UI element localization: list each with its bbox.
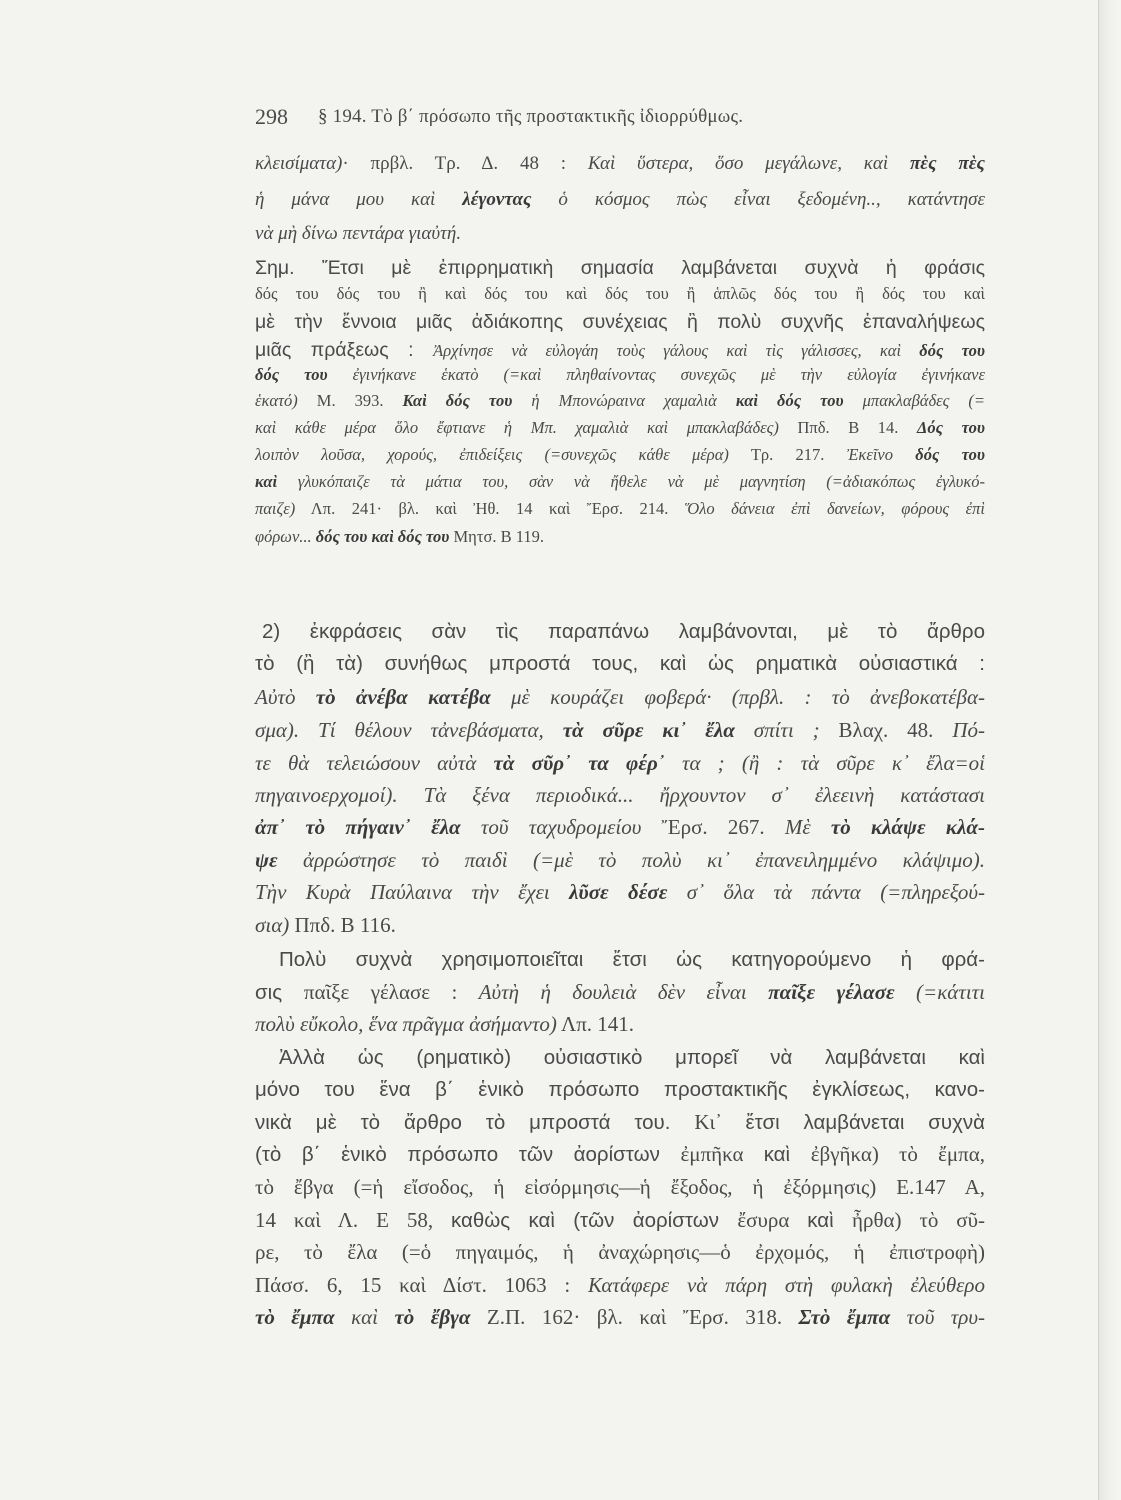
text-line	[255, 1274, 985, 1297]
text-run: Ππδ. Β 116.	[289, 913, 396, 937]
italic-text: τε θὰ τελειώσουν αὐτὰ	[255, 751, 494, 775]
text-run: μόνο του ἕνα β΄ ἑνικὸ πρόσωπο προστακτικῆς ἐγκλίσεως, κανο-	[255, 1078, 985, 1101]
text-run: καὶ	[763, 1143, 811, 1166]
text-line	[279, 948, 985, 972]
page-gutter-shadow	[1098, 0, 1121, 1500]
bold-text: ψε	[255, 848, 278, 872]
text-line	[255, 981, 985, 1005]
bold-text: τὸ ἔμπα	[255, 1305, 335, 1329]
text-line	[255, 849, 985, 872]
italic-text: καὶ κάθε μέρα ὅλο ἔφτιανε ἡ Μπ. χαμαλιὰ καὶ μπακλαβάδες)	[255, 418, 779, 437]
italic-text: ἑκατό)	[255, 391, 298, 410]
text-run: δός του δός του ἢ καὶ δός του καὶ δός του ἢ ἁπλῶς δός του ἢ δός του καὶ	[255, 284, 985, 303]
italic-text: Κατάφερε νὰ πάρη στὴ φυλακὴ ἐλεύθερο	[588, 1273, 985, 1297]
italic-text: ἀρρώστησε τὸ παιδὶ (=μὲ τὸ πολὺ κι᾽ ἐπανειλημμένο κλάψιμο).	[277, 848, 985, 872]
italic-text: λοιπὸν λοῦσα, χορούς, ἐπιδείξεις (=συνεχῶς κάθε μέρα)	[255, 445, 729, 464]
italic-text: Ἐκεῖνο	[846, 445, 916, 464]
italic-text: Πό-	[952, 718, 985, 742]
text-run: Πάσσ. 6, 15 καὶ Δίστ. 1063 :	[255, 1273, 588, 1297]
text-line	[255, 752, 985, 775]
bold-text: ἀπ᾽ τὸ πήγαιν᾽ ἔλα	[255, 815, 461, 839]
text-run: Τρ. 217.	[728, 445, 847, 464]
text-line	[255, 686, 985, 709]
text-run: ἦρθα) τὸ σῦ-	[852, 1208, 985, 1232]
italic-text: ἐγινήκανε ἑκατὸ (=καὶ πληθαίνοντας συνεχῶς μὲ τὴν εὐλογία ἐγινήκανε	[327, 365, 985, 384]
text-run: Ππδ. Β 14.	[778, 418, 918, 437]
italic-text: πολὺ εὔκολο, ἕνα πρᾶγμα ἀσήμαντο)	[255, 1012, 557, 1036]
italic-text: σμα). Τί θέλουν τἀνεβάσματα,	[255, 718, 563, 742]
text-run: μιᾶς πράξεως :	[255, 339, 434, 361]
italic-text: καὶ	[334, 1305, 395, 1329]
bold-text: λέγοντας	[462, 189, 532, 210]
text-line	[255, 652, 985, 676]
italic-text: Καὶ ὕστερα, ὅσο μεγάλωνε, καὶ	[587, 153, 910, 174]
italic-text: Ὅλο δάνεια ἐπὶ δανείων, φόρους ἐπὶ	[684, 499, 985, 518]
text-run: μὲ τὴν ἔννοια μιᾶς ἀδιάκοπης συνέχειας ἢ πολὺ συχνῆς ἐπαναλήψεως	[255, 311, 985, 333]
italic-text: τοῦ ταχυδρομείου	[460, 815, 642, 839]
text-run: Πολὺ συχνὰ χρησιμοποιεῖται ἔτσι ὡς κατηγορούμενο ἡ φρά-	[279, 948, 985, 971]
italic-text: γλυκόπαιζε τὰ μάτια του, σὰν νὰ ἤθελε νὰ μὲ μαγνητίση (=ἀδιακόπως ἐγλυκό-	[277, 472, 985, 491]
italic-text: σ᾽ ὅλα τὰ πάντα (=πληρεξού-	[667, 880, 985, 904]
text-line	[255, 1111, 985, 1135]
italic-text: ἡ μάνα μου καὶ	[255, 189, 463, 210]
text-run: Κι᾽	[694, 1110, 746, 1134]
italic-text: Αὐτὴ ἡ δουλειὰ δὲν εἶναι	[478, 980, 769, 1004]
text-run: (τὸ β΄ ἑνικὸ πρόσωπο τῶν ἀορίστων	[255, 1143, 681, 1166]
italic-text: Ἀρχίνησε νὰ εὐλογάη τοὺς γάλους καὶ τὶς γάλισσες, καὶ	[433, 341, 920, 360]
text-run: Σημ. Ἔτσι μὲ ἐπιρρηματικὴ σημασία λαμβάνεται συχνὰ ἡ φράσις	[255, 257, 985, 279]
bold-text: τὰ σῦρ᾽ τα φέρ᾽	[493, 751, 665, 775]
text-line	[255, 312, 985, 333]
text-line	[255, 528, 985, 546]
text-line	[255, 1143, 985, 1167]
text-run: Λπ. 241· βλ. καὶ Ἠθ. 14 καὶ Ἔρσ. 214.	[295, 499, 685, 518]
text-line	[255, 914, 985, 937]
text-line	[255, 1241, 985, 1264]
bold-text: Στὸ ἔμπα	[798, 1305, 891, 1329]
text-run: Λπ. 141.	[556, 1012, 635, 1036]
text-line	[255, 340, 985, 361]
italic-text: τα ; (ἢ : τὰ σῦρε κ᾽ ἔλα=οἱ	[664, 751, 985, 775]
text-run: ἔσυρα	[737, 1208, 808, 1232]
text-line	[255, 190, 985, 211]
italic-text: ἡ Μπονώραινα χαμαλιὰ	[512, 391, 736, 410]
italic-text: σπίτι ;	[734, 718, 820, 742]
text-line	[255, 224, 985, 245]
text-line	[255, 1078, 985, 1102]
italic-text: τοῦ τρυ-	[890, 1305, 986, 1329]
text-line	[255, 258, 985, 279]
italic-text: κλεισίματα)	[255, 153, 343, 174]
text-line	[255, 1306, 985, 1329]
running-header: § 194. Τὸ β΄ πρόσωπο τῆς προστακτικῆς ἰδιορρύθμως.	[318, 106, 744, 127]
text-line	[255, 500, 985, 518]
italic-text: μὲ κουράζει φοβερά· (πρβλ. : τὸ ἀνεβοκατέβα-	[490, 685, 985, 709]
italic-text: πηγαινοερχομοί). Τὰ ξένα περιοδικά... ἤρχουντον σ᾽ ἐλεεινὴ κατάστασι	[255, 783, 985, 807]
text-run: νικὰ μὲ τὸ ἄρθρο τὸ μπροστά του.	[255, 1111, 695, 1134]
text-line	[279, 1046, 985, 1070]
text-line	[255, 446, 985, 464]
text-line	[255, 473, 985, 491]
italic-text: νὰ μὴ δίνω πεντάρα γιαὐτή.	[255, 223, 462, 244]
bold-text: δός του	[915, 445, 986, 464]
text-line	[255, 719, 985, 742]
bold-text: τὰ σῦρε κι᾽ ἔλα	[562, 718, 735, 742]
text-run: ἔτσι λαμβάνεται συχνὰ	[745, 1111, 985, 1134]
bold-text: καὶ δός του	[735, 391, 844, 410]
text-line	[255, 1013, 985, 1036]
italic-text: Αὐτὸ	[255, 685, 316, 709]
bold-text: τὸ ἀνέβα κατέβα	[315, 685, 491, 709]
italic-text: σια)	[255, 913, 290, 937]
bold-text: πὲς πὲς	[909, 153, 985, 174]
text-run: σις	[255, 981, 304, 1004]
text-line	[255, 154, 985, 175]
text-line	[262, 620, 985, 644]
bold-text: παῖξε γέλασε	[768, 980, 895, 1004]
text-line	[255, 816, 985, 839]
italic-text: Μὲ	[784, 815, 831, 839]
bold-text: τὸ κλάψε κλά-	[830, 815, 985, 839]
text-run: Μ. 393.	[297, 391, 403, 410]
text-run: καθὼς καὶ (τῶν ἀορίστων	[450, 1209, 738, 1232]
italic-text: ὁ κόσμος πὼς εἶναι ξεδομένη.., κατάντησε	[531, 189, 985, 210]
text-run: Ζ.Π. 162· βλ. καὶ Ἔρσ. 318.	[470, 1305, 799, 1329]
text-line	[255, 1176, 985, 1199]
text-line	[255, 392, 985, 410]
text-run: τὸ ἔβγα (=ἡ εἴσοδος, ἡ εἰσόρμησις—ἡ ἔξοδος, ἡ ἐξόρμησις) Ε.147 Α,	[255, 1175, 985, 1199]
italic-text: Τὴν Κυρὰ Παύλαινα τὴν ἔχει	[255, 880, 570, 904]
text-line	[255, 285, 985, 303]
bold-text: δός του καὶ δός του	[315, 527, 450, 546]
italic-text: μπακλαβάδες (=	[843, 391, 985, 410]
italic-text: παιζε)	[255, 499, 296, 518]
text-run: 14 καὶ Λ. Ε 58,	[255, 1208, 451, 1232]
text-run: Ἀλλὰ ὡς (ρηματικὸ) οὐσιαστικὸ μπορεῖ νὰ λαμβάνεται καὶ	[279, 1046, 985, 1069]
bold-text: δός του	[919, 341, 985, 360]
text-run: Μητσ. Β 119.	[449, 527, 544, 546]
bold-text: Δός του	[917, 418, 985, 437]
text-run: 2) ἐκφράσεις σὰν τὶς παραπάνω λαμβάνονται, μὲ τὸ ἄρθρο	[262, 620, 985, 643]
text-run: ἐβγῆκα) τὸ ἔμπα,	[810, 1142, 986, 1166]
text-run: τὸ (ἢ τὰ) συνήθως μπροστά τους, καὶ ὡς ρηματικὰ οὐσιαστικά :	[255, 652, 985, 675]
text-line	[255, 784, 985, 807]
text-line	[255, 881, 985, 904]
text-run: Ἔρσ. 267.	[641, 815, 785, 839]
text-line	[255, 1209, 985, 1233]
text-line	[255, 366, 985, 384]
italic-text: (=κάτιτι	[894, 980, 986, 1004]
bold-text: δός του	[255, 365, 328, 384]
bold-text: τὸ ἔβγα	[394, 1305, 471, 1329]
text-run: παῖξε γέλασε :	[303, 980, 479, 1004]
italic-text: φόρων...	[255, 527, 316, 546]
text-run: · πρβλ. Τρ. Δ. 48 :	[342, 153, 588, 174]
bold-text: λῦσε δέσε	[569, 880, 668, 904]
text-line	[255, 419, 985, 437]
bold-text: Καὶ δός του	[402, 391, 513, 410]
page-number: 298	[255, 104, 288, 129]
text-run: ρε, τὸ ἔλα (=ὁ πηγαιμός, ἡ ἀναχώρησις—ὁ ἐρχομός, ἡ ἐπιστροφὴ)	[255, 1240, 985, 1264]
text-run: ἐμπῆκα	[680, 1142, 764, 1166]
text-run: καὶ	[807, 1209, 853, 1232]
bold-text: καὶ	[255, 472, 278, 491]
text-run: Βλαχ. 48.	[819, 718, 953, 742]
